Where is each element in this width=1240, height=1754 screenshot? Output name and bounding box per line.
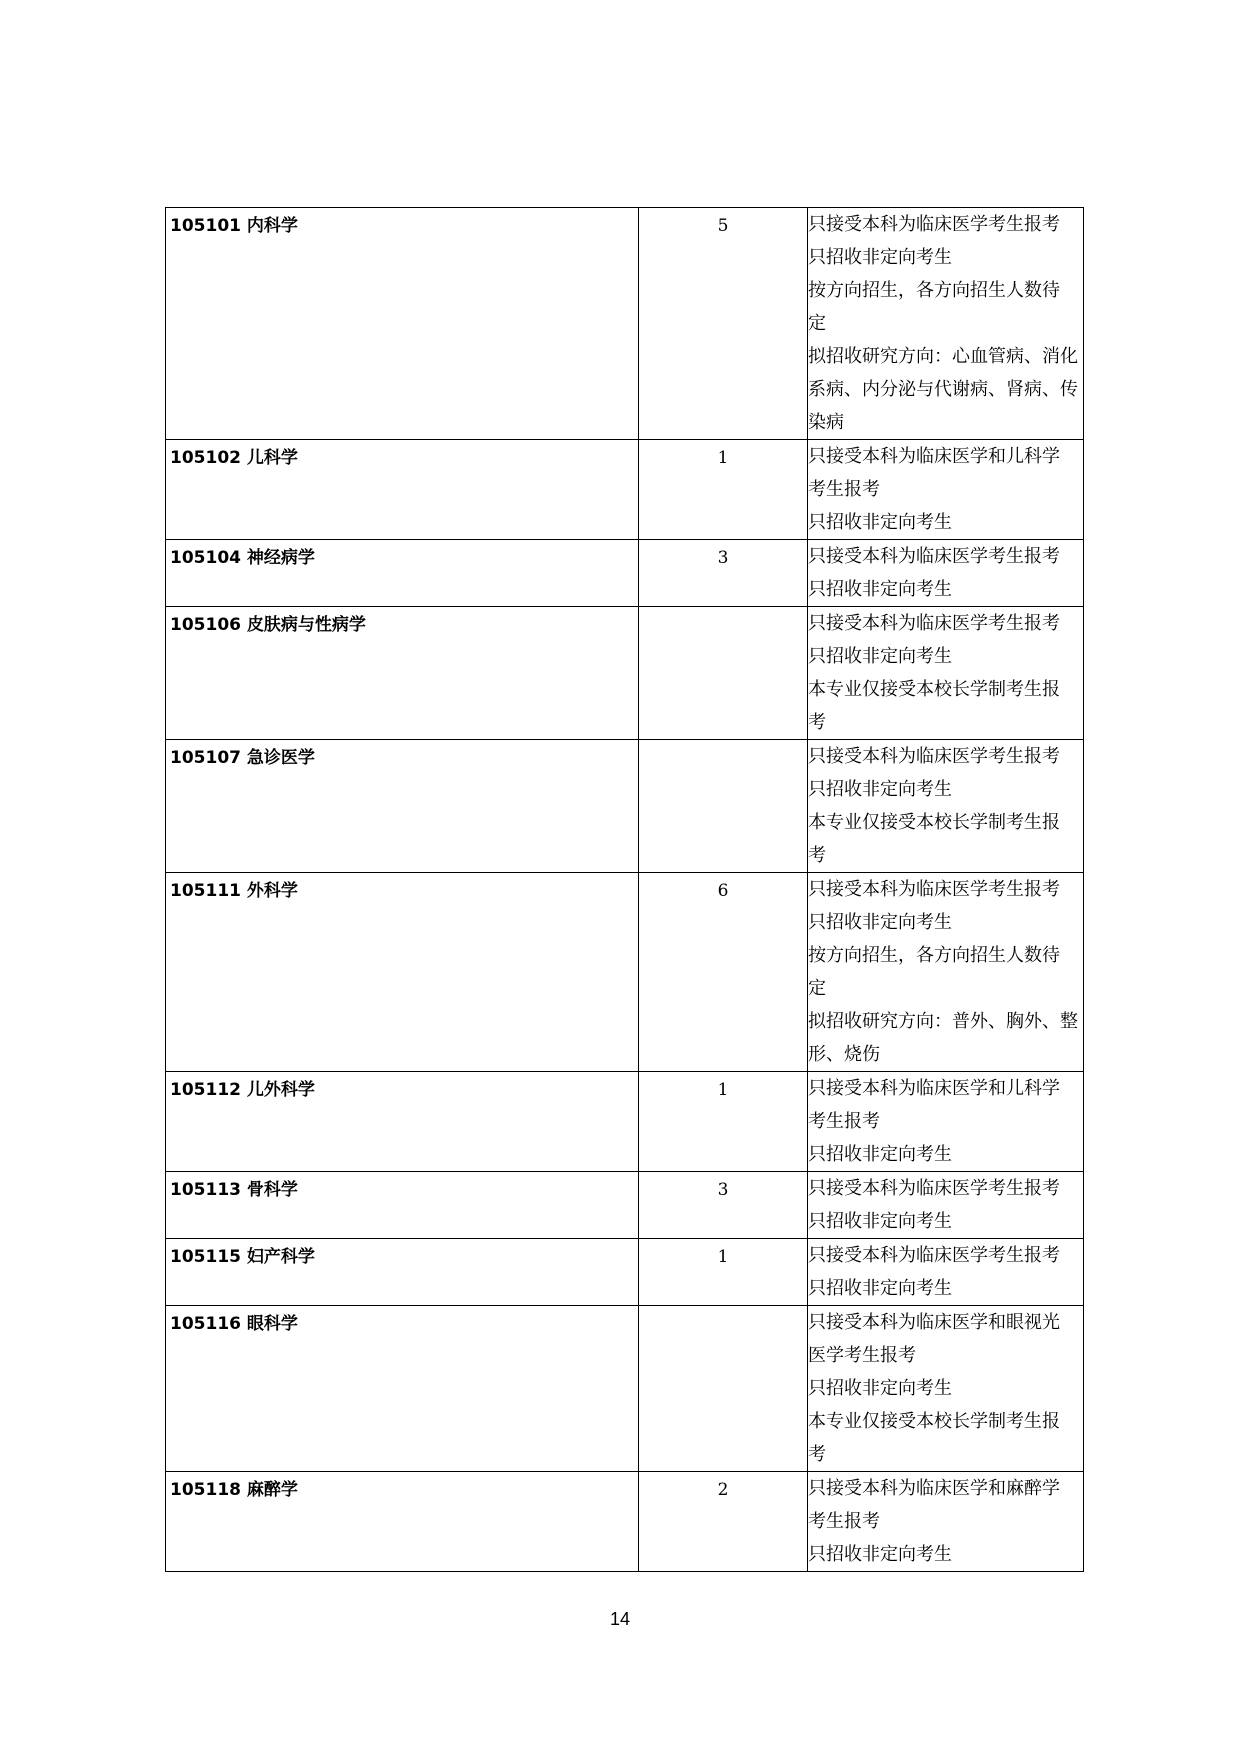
note-line: 考生报考 xyxy=(808,1111,880,1132)
major-cell xyxy=(166,440,639,540)
quota-cell xyxy=(639,873,808,1072)
notes-cell xyxy=(808,208,1084,440)
note-line: 只接受本科为临床医学考生报考 xyxy=(808,746,1060,767)
major-name: 105102 儿科学 xyxy=(170,448,298,468)
notes-cell xyxy=(808,1172,1084,1239)
note-line: 只接受本科为临床医学考生报考 xyxy=(808,546,1060,567)
note-line: 本专业仅接受本校长学制考生报 xyxy=(808,1411,1060,1432)
note-line: 按方向招生，各方向招生人数待 xyxy=(808,945,1060,966)
table-row xyxy=(166,607,1084,740)
quota-value xyxy=(639,1306,807,1314)
note-line: 只招收非定向考生 xyxy=(808,1144,952,1165)
note-line: 只接受本科为临床医学和眼视光 xyxy=(808,1312,1060,1333)
notes-cell xyxy=(808,1306,1084,1472)
note-line: 医学考生报考 xyxy=(808,1345,916,1366)
quota-value: 3 xyxy=(717,548,729,568)
note-line: 只招收非定向考生 xyxy=(808,646,952,667)
note-line: 染病 xyxy=(808,412,844,433)
notes-cell xyxy=(808,1472,1084,1572)
note-line: 只招收非定向考生 xyxy=(808,1378,952,1399)
note-line: 考 xyxy=(808,712,826,733)
major-name: 105112 儿外科学 xyxy=(170,1080,315,1100)
major-name: 105111 外科学 xyxy=(170,881,298,901)
note-line: 只招收非定向考生 xyxy=(808,912,952,933)
quota-cell xyxy=(639,1472,808,1572)
major-cell xyxy=(166,607,639,740)
table-row xyxy=(166,440,1084,540)
table-row xyxy=(166,1239,1084,1306)
major-name: 105115 妇产科学 xyxy=(170,1247,315,1267)
note-line: 系病、内分泌与代谢病、肾病、传 xyxy=(808,379,1078,400)
note-line: 形、烧伤 xyxy=(808,1044,880,1065)
note-line: 本专业仅接受本校长学制考生报 xyxy=(808,812,1060,833)
quota-value: 3 xyxy=(717,1180,729,1200)
major-cell xyxy=(166,1239,639,1306)
note-line: 只接受本科为临床医学考生报考 xyxy=(808,613,1060,634)
note-line: 只接受本科为临床医学考生报考 xyxy=(808,1178,1060,1199)
major-cell xyxy=(166,1172,639,1239)
note-line: 考 xyxy=(808,1444,826,1465)
major-cell xyxy=(166,740,639,873)
admissions-table xyxy=(165,207,1084,1572)
note-line: 只接受本科为临床医学和儿科学 xyxy=(808,446,1060,467)
major-name: 105116 眼科学 xyxy=(170,1314,298,1334)
major-name: 105101 内科学 xyxy=(170,216,298,236)
quota-value: 2 xyxy=(717,1480,729,1500)
quota-cell xyxy=(639,1306,808,1472)
quota-cell xyxy=(639,607,808,740)
quota-cell xyxy=(639,740,808,873)
major-cell xyxy=(166,540,639,607)
major-cell xyxy=(166,1306,639,1472)
major-cell xyxy=(166,208,639,440)
notes-cell xyxy=(808,1239,1084,1306)
notes-cell xyxy=(808,607,1084,740)
note-line: 本专业仅接受本校长学制考生报 xyxy=(808,679,1060,700)
table-row xyxy=(166,1306,1084,1472)
note-line: 只接受本科为临床医学和儿科学 xyxy=(808,1078,1060,1099)
page-number: 14 xyxy=(609,1609,631,1629)
table-row xyxy=(166,1172,1084,1239)
notes-cell xyxy=(808,873,1084,1072)
note-line: 拟招收研究方向：心血管病、消化 xyxy=(808,346,1078,367)
note-line: 考生报考 xyxy=(808,1511,880,1532)
table-row xyxy=(166,208,1084,440)
note-line: 只招收非定向考生 xyxy=(808,247,952,268)
major-name: 105113 骨科学 xyxy=(170,1180,298,1200)
major-cell xyxy=(166,1472,639,1572)
note-line: 考生报考 xyxy=(808,479,880,500)
quota-value xyxy=(639,740,807,748)
quota-cell xyxy=(639,1072,808,1172)
notes-cell xyxy=(808,540,1084,607)
major-cell xyxy=(166,1072,639,1172)
notes-cell xyxy=(808,440,1084,540)
quota-value: 1 xyxy=(717,1247,729,1267)
note-line: 只接受本科为临床医学和麻醉学 xyxy=(808,1478,1060,1499)
table-row xyxy=(166,740,1084,873)
quota-value: 6 xyxy=(717,881,729,901)
note-line: 只招收非定向考生 xyxy=(808,512,952,533)
note-line: 只接受本科为临床医学考生报考 xyxy=(808,879,1060,900)
note-line: 只招收非定向考生 xyxy=(808,579,952,600)
quota-cell xyxy=(639,1239,808,1306)
notes-cell xyxy=(808,1072,1084,1172)
notes-cell xyxy=(808,740,1084,873)
note-line: 只招收非定向考生 xyxy=(808,1544,952,1565)
note-line: 考 xyxy=(808,845,826,866)
quota-value xyxy=(639,607,807,615)
note-line: 定 xyxy=(808,978,826,999)
table-row xyxy=(166,1072,1084,1172)
major-cell xyxy=(166,873,639,1072)
note-line: 只接受本科为临床医学考生报考 xyxy=(808,1245,1060,1266)
note-line: 定 xyxy=(808,313,826,334)
note-line: 拟招收研究方向：普外、胸外、整 xyxy=(808,1011,1078,1032)
table-row xyxy=(166,1472,1084,1572)
major-name: 105118 麻醉学 xyxy=(170,1480,298,1500)
quota-value: 1 xyxy=(717,1080,729,1100)
quota-cell xyxy=(639,208,808,440)
table-body xyxy=(166,208,1084,1572)
note-line: 只招收非定向考生 xyxy=(808,1278,952,1299)
major-name: 105107 急诊医学 xyxy=(170,748,315,768)
quota-value: 5 xyxy=(717,216,729,236)
quota-cell xyxy=(639,1172,808,1239)
note-line: 只接受本科为临床医学考生报考 xyxy=(808,214,1060,235)
quota-cell xyxy=(639,440,808,540)
table-row xyxy=(166,540,1084,607)
major-name: 105106 皮肤病与性病学 xyxy=(170,615,366,635)
quota-value: 1 xyxy=(717,448,729,468)
table-row xyxy=(166,873,1084,1072)
note-line: 只招收非定向考生 xyxy=(808,1211,952,1232)
note-line: 只招收非定向考生 xyxy=(808,779,952,800)
quota-cell xyxy=(639,540,808,607)
major-name: 105104 神经病学 xyxy=(170,548,315,568)
note-line: 按方向招生，各方向招生人数待 xyxy=(808,280,1060,301)
